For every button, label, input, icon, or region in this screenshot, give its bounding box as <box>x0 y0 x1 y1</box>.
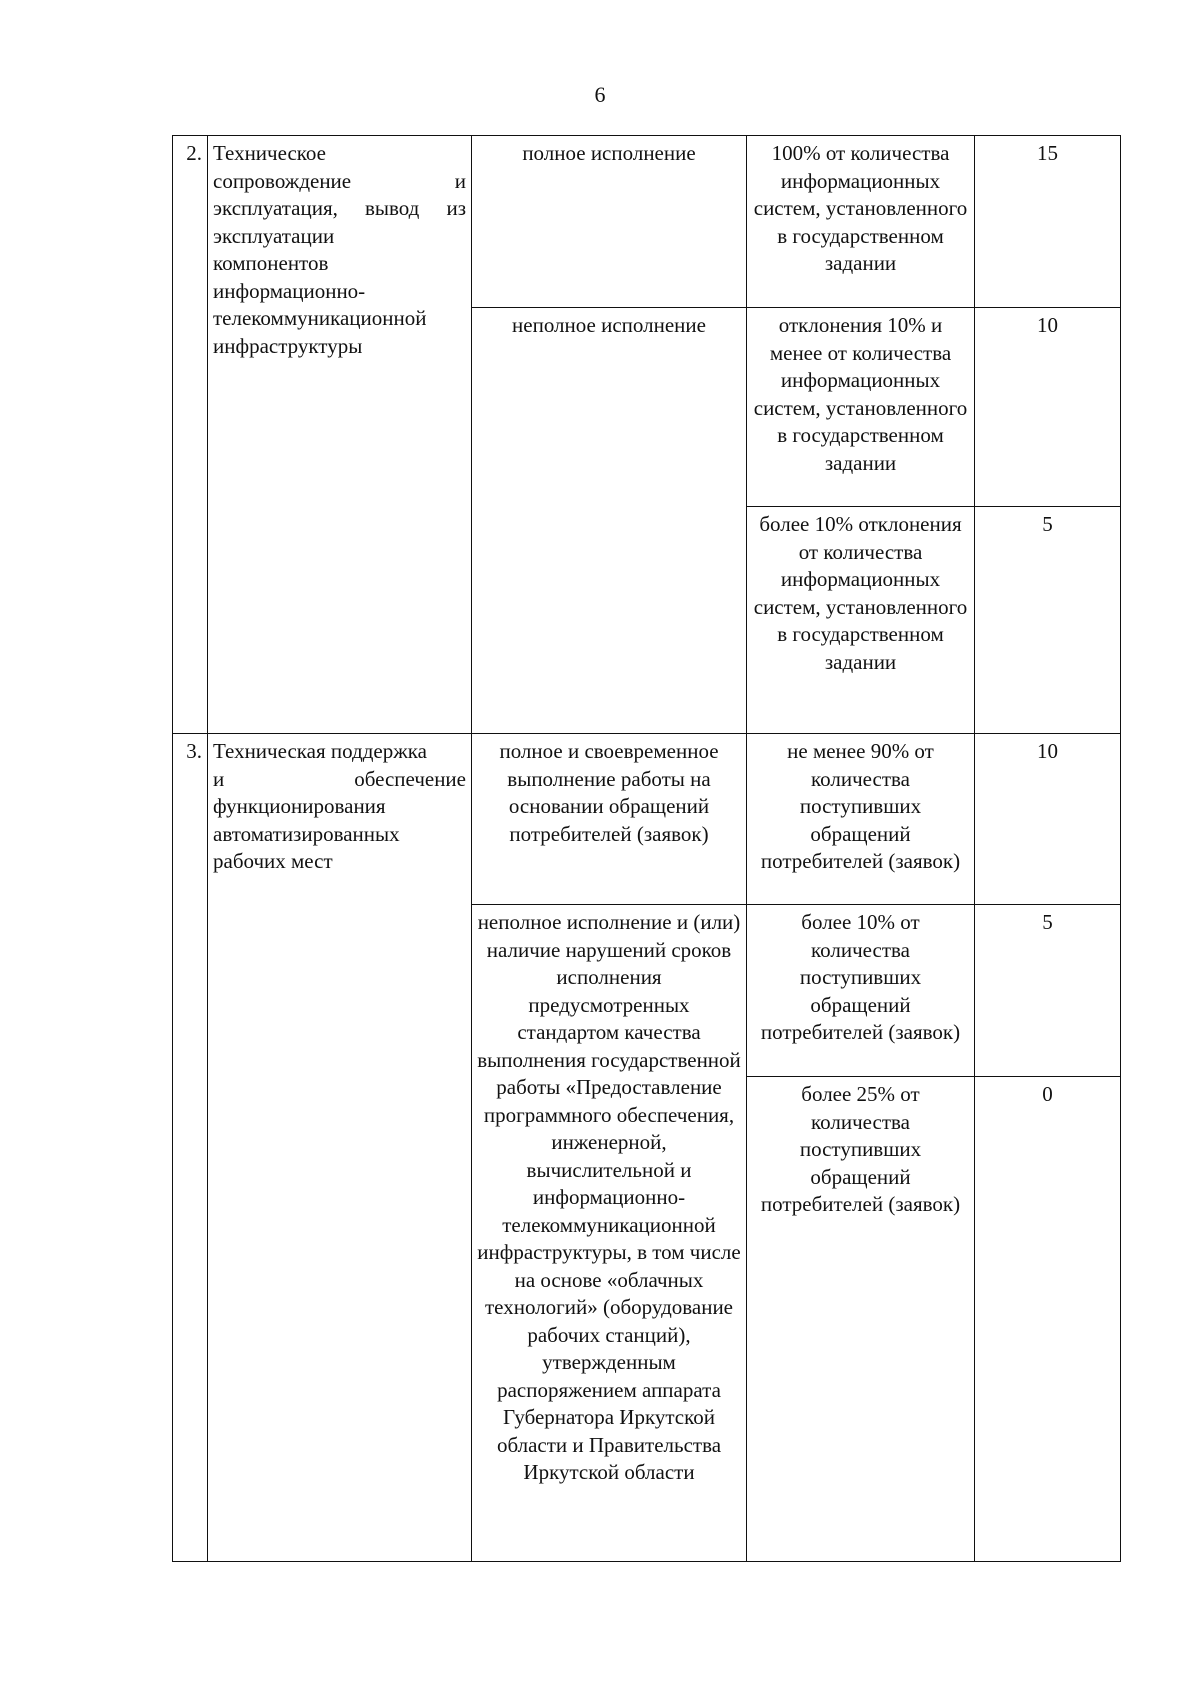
condition-cell: отклонения 10% и менее от количества информационных систем, установленного в государственном задании <box>747 308 975 507</box>
criterion-cell: полное исполнение <box>472 136 747 308</box>
criteria-table <box>172 135 1121 1562</box>
score-cell: 10 <box>975 308 1121 507</box>
score-cell: 15 <box>975 136 1121 308</box>
work-name-cell <box>208 734 472 1562</box>
score-cell: 5 <box>975 507 1121 734</box>
work-name-line: Техническая поддержка <box>213 739 427 763</box>
work-name-line: и обеспечение <box>213 766 466 791</box>
condition-cell: 100% от количества информационных систем, установленного в государственном задании <box>747 136 975 308</box>
row-number: 2. <box>173 136 208 734</box>
work-name-line: инфраструктуры <box>213 333 363 358</box>
work-name-line: информационно- <box>213 278 366 303</box>
row-number: 3. <box>173 734 208 1562</box>
work-name-line: сопровождение и <box>213 168 466 193</box>
work-name-line: Техническое <box>213 141 326 165</box>
work-name-line: компонентов <box>213 251 329 275</box>
score-cell: 10 <box>975 734 1121 905</box>
page-number: 6 <box>594 82 606 107</box>
table-row <box>173 734 1121 905</box>
condition-cell: более 10% от количества поступивших обращений потребителей (заявок) <box>747 905 975 1077</box>
condition-cell: более 10% отклонения от количества информационных систем, установленного в государственном задании <box>747 507 975 734</box>
score-cell: 5 <box>975 905 1121 1077</box>
criterion-cell: полное и своевременное выполнение работы на основании обращений потребителей (заявок) <box>472 734 747 905</box>
score-cell: 0 <box>975 1077 1121 1562</box>
work-name-line: рабочих мест <box>213 849 333 873</box>
criterion-cell: неполное исполнение и (или) наличие нарушений сроков исполнения предусмотренных стандартом качества выполнения государственной работы «Предоставление программного обеспечения, инженерной, вычислительной и информационно-телекоммуникационной инфраструктуры, в том числе на основе «облачных технологий» (оборудование рабочих станций), утвержденным распоряжением аппарата Губернатора Иркутской области и Правительства Иркутской области <box>472 905 747 1562</box>
work-name-line: эксплуатация, вывод из <box>213 196 466 220</box>
work-name-cell <box>208 136 472 734</box>
condition-cell: не менее 90% от количества поступивших обращений потребителей (заявок) <box>747 734 975 905</box>
condition-cell: более 25% от количества поступивших обращений потребителей (заявок) <box>747 1077 975 1562</box>
table-row <box>173 136 1121 308</box>
work-name-line: функционирования <box>213 794 386 818</box>
work-name-line: автоматизированных <box>213 821 400 846</box>
work-name-line: эксплуатации <box>213 223 335 248</box>
work-name-line: телекоммуникационной <box>213 306 427 330</box>
criterion-cell: неполное исполнение <box>472 308 747 734</box>
